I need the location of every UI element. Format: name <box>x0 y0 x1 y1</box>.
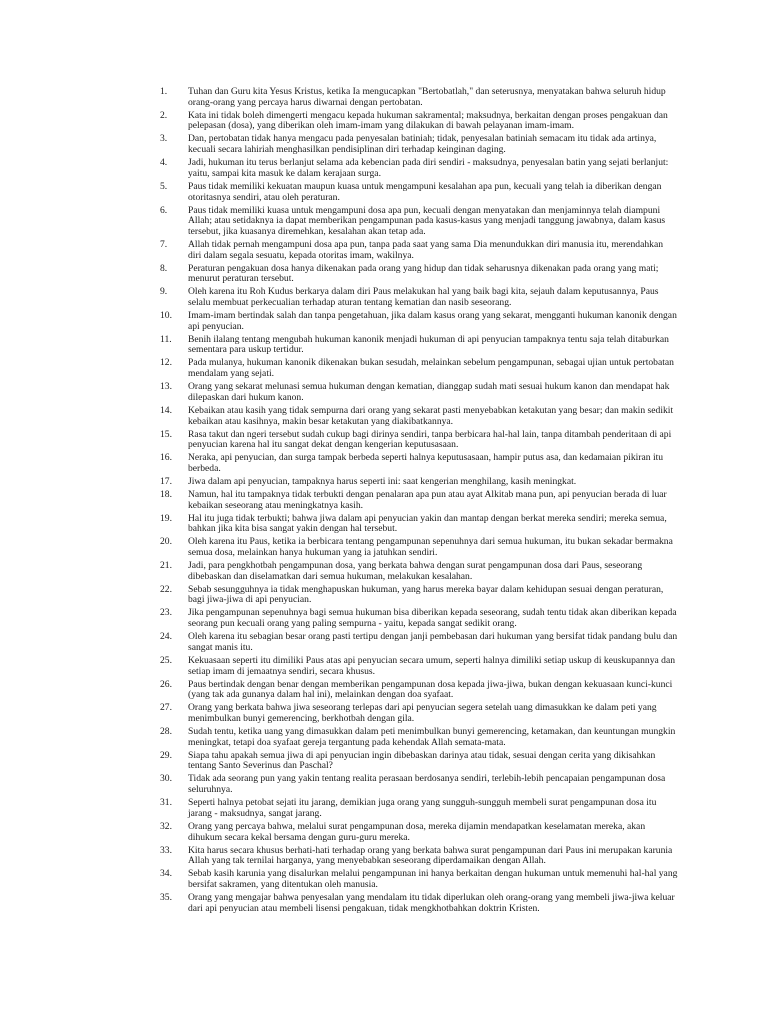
item-text: Pada mulanya, hukuman kanonik dikenakan bukan sesudah, melainkan sebelum pengampunan, sebagai ujian untuk pertobatan mendalam yang sejati. <box>188 357 674 380</box>
item-text: Jiwa dalam api penyucian, tampaknya harus seperti ini: saat kengerian menghilang, kasih meningkat. <box>188 475 577 487</box>
list-item <box>160 206 678 238</box>
list-item <box>160 87 678 108</box>
list-item <box>160 134 678 155</box>
list-item <box>160 774 678 795</box>
item-number: 17. <box>160 475 172 487</box>
item-number: 12. <box>160 357 172 369</box>
item-text: Oleh karena itu sebagian besar orang pasti tertipu dengan janji pembebasan dari hukuman yang bersifat tidak pandang bulu dan sangat manis itu. <box>188 631 678 653</box>
item-text: Kata ini tidak boleh dimengerti mengacu kepada hukuman sakramental; maksudnya, berkaitan dengan proses pengakuan dan pelepasan (dosa), yang diberikan oleh imam-imam yang dilakukan di bawah pelayanan imam-imam. <box>188 109 668 132</box>
item-number: 29. <box>160 749 172 761</box>
item-number: 26. <box>160 678 172 690</box>
list-item <box>160 798 678 819</box>
item-text: Allah tidak pernah mengampuni dosa apa pun, tanpa pada saat yang sama Dia menundukkan diri manusia itu, merendahkan diri dalam segala sesuatu, kepada otoritas imam, wakilnya. <box>188 238 664 261</box>
item-number: 10. <box>160 310 172 322</box>
item-number: 8. <box>160 262 168 274</box>
list-item <box>160 453 678 474</box>
item-number: 14. <box>160 404 172 416</box>
item-text: Jadi, para pengkhotbah pengampunan dosa, yang berkata bahwa dengan surat pengampunan dosa dari Paus, seseorang dibebaskan dan diselamatkan dari semua hukuman, melakukan kesalahan. <box>188 560 643 582</box>
item-text: Neraka, api penyucian, dan surga tampak berbeda seperti halnya keputusasaan, hampir putus asa, dan kedamaian pikiran itu berbeda. <box>188 452 664 474</box>
list-item <box>160 358 678 379</box>
list-item <box>160 680 678 701</box>
list-item <box>160 561 678 582</box>
list-item <box>160 430 678 451</box>
item-text: Sebab kasih karunia yang disalurkan melalui pengampunan ini hanya berkaitan dengan hukuman untuk memenuhi hal-hal yang bersifat sakramen, yang ditentukan oleh manusia. <box>188 868 678 890</box>
list-item <box>160 514 678 535</box>
item-text: Orang yang mengajar bahwa penyesalan yang mendalam itu tidak diperlukan oleh orang-orang yang membeli jiwa-jiwa keluar dari api penyucian atau membeli lisensi pengakuan, tidak mengkhotbahkan doktrin Kristen. <box>188 891 675 914</box>
item-text: Sudah tentu, ketika uang yang dimasukkan dalam peti menimbulkan bunyi gemerencing, ketamakan, dan keuntungan mungkin meningkat, tetapi doa syafaat gereja tergantung pada kehendak Allah semata-mata. <box>188 725 676 748</box>
item-text: Oleh karena itu Roh Kudus berkarya dalam diri Paus melakukan hal yang baik bagi kita, sejauh dalam keputusannya, Paus selalu membuat perkecualian terhadap aturan tentang kematian dan nasib seseorang. <box>188 286 659 309</box>
item-text: Jika pengampunan sepenuhnya bagi semua hukuman bisa diberikan kepada seseorang, sudah tentu tidak akan diberikan kepada seorang pun kecuali orang yang paling sempurna - yaitu, kepada sangat sedikit orang. <box>188 607 677 630</box>
list-item <box>160 893 678 914</box>
item-text: Benih ilalang tentang mengubah hukuman kanonik menjadi hukuman di api penyucian tampaknya tentu saja telah ditaburkan sementara para uskup tertidur. <box>188 333 669 356</box>
list-item <box>160 585 678 606</box>
list-item <box>160 240 678 261</box>
item-number: 16. <box>160 452 172 464</box>
item-text: Tidak ada seorang pun yang yakin tentang realita perasaan berdosanya sendiri, terlebih-lebih pencapaian pengampunan dosa seluruhnya. <box>188 773 666 796</box>
item-number: 22. <box>160 583 172 595</box>
item-number: 6. <box>160 204 168 216</box>
item-number: 23. <box>160 607 172 619</box>
item-number: 33. <box>160 844 172 856</box>
item-text: Sebab sesungguhnya ia tidak menghapuskan hukuman, yang harus mereka bayar dalam kehidupan sesuai dengan peraturan, bagi jiwa-jiwa di api penyucian. <box>188 583 664 606</box>
item-text: Paus tidak memiliki kekuatan maupun kuasa untuk mengampuni kesalahan apa pun, kecuali yang telah ia diberikan dengan otoritasnya sendiri, atau oleh peraturan. <box>188 180 662 203</box>
list-item <box>160 703 678 724</box>
list-item <box>160 656 678 677</box>
list-item <box>160 182 678 203</box>
item-number: 30. <box>160 773 172 785</box>
list-item <box>160 158 678 179</box>
list-item <box>160 490 678 511</box>
item-number: 18. <box>160 488 172 500</box>
item-text: Orang yang percaya bahwa, melalui surat pengampunan dosa, mereka dijamin mendapatkan keselamatan mereka, akan dihukum secara kekal bersama dengan guru-guru mereka. <box>188 820 646 843</box>
item-text: Peraturan pengakuan dosa hanya dikenakan pada orang yang hidup dan tidak seharusnya dikenakan pada orang yang mati; menurut peraturan tersebut. <box>188 262 659 285</box>
item-text: Tuhan dan Guru kita Yesus Kristus, ketika Ia mengucapkan "Bertobatlah," dan seterusnya, menyatakan bahwa seluruh hidup orang-orang yang percaya harus diwarnai dengan pertobatan. <box>188 86 666 108</box>
list-item <box>160 727 678 748</box>
item-number: 28. <box>160 725 172 737</box>
item-text: Namun, hal itu tampaknya tidak terbukti dengan penalaran apa pun atau ayat Alkitab mana pun, api penyucian berada di luar kebaikan seseorang atau meningkatnya kasih. <box>188 488 667 511</box>
item-number: 11. <box>160 333 172 345</box>
item-number: 15. <box>160 428 172 440</box>
item-number: 3. <box>160 133 168 145</box>
item-number: 19. <box>160 512 172 524</box>
item-text: Hal itu juga tidak terbukti; bahwa jiwa dalam api penyucian yakin dan mantap dengan berkat mereka sendiri; mereka semua, bahkan jika kita bisa sangat yakin dengan hal tersebut. <box>188 512 667 535</box>
item-number: 31. <box>160 797 172 809</box>
item-text: Paus bertindak dengan benar dengan memberikan pengampunan dosa kepada jiwa-jiwa, bukan dengan kekuasaan kunci-kunci (yang tak ada gunanya dalam hal ini), melainkan dengan doa syafaat. <box>188 678 673 701</box>
item-number: 21. <box>160 560 172 572</box>
list-item <box>160 822 678 843</box>
list-item <box>160 264 678 285</box>
item-text: Kita harus secara khusus berhati-hati terhadap orang yang berkata bahwa surat pengampunan dari Paus ini merupakan karunia Allah yang tak ternilai harganya, yang menyebabkan seseorang diperdamaikan dengan Allah. <box>188 844 673 867</box>
item-text: Rasa takut dan ngeri tersebut sudah cukup bagi dirinya sendiri, tanpa berbicara hal-hal lain, tanpa ditambah penderitaan di api penyucian karena hal itu sangat dekat dengan kengerian keputusasaan. <box>188 428 672 451</box>
item-text: Seperti halnya petobat sejati itu jarang, demikian juga orang yang sungguh-sungguh membeli surat pengampunan dosa itu jarang - maksudnya, sangat jarang. <box>188 797 657 819</box>
list-item <box>160 111 678 132</box>
item-text: Orang yang sekarat melunasi semua hukuman dengan kematian, dianggap sudah mati sesuai hukum kanon dan mendapat hak dilepaskan dari hukum kanon. <box>188 381 670 403</box>
item-text: Siapa tahu apakah semua jiwa di api penyucian ingin dibebaskan darinya atau tidak, sesuai dengan cerita yang dikisahkan tentang Santo Severinus dan Paschal? <box>188 749 656 772</box>
item-number: 27. <box>160 702 172 714</box>
item-text: Kebaikan atau kasih yang tidak sempurna dari orang yang sekarat pasti menyebabkan ketakutan yang besar; dan makin sedikit kebaikan atau kasihnya, makin besar ketakutan yang diakibatkannya. <box>188 404 674 427</box>
item-number: 32. <box>160 820 172 832</box>
numbered-list <box>160 87 678 917</box>
list-item <box>160 632 678 653</box>
item-number: 2. <box>160 109 168 121</box>
list-item <box>160 608 678 629</box>
list-item <box>160 335 678 356</box>
list-item <box>160 287 678 308</box>
item-number: 25. <box>160 654 172 666</box>
list-item <box>160 751 678 772</box>
item-number: 4. <box>160 157 168 169</box>
item-text: Jadi, hukuman itu terus berlanjut selama ada kebencian pada diri sendiri - maksudnya, penyesalan batin yang sejati berlanjut: yaitu, sampai kita masuk ke dalam kerajaan surga. <box>188 157 669 179</box>
item-number: 7. <box>160 238 168 250</box>
list-item <box>160 537 678 558</box>
item-number: 24. <box>160 631 172 643</box>
item-number: 5. <box>160 180 168 192</box>
list-item <box>160 311 678 332</box>
item-number: 13. <box>160 381 172 393</box>
list-item <box>160 846 678 867</box>
item-number: 9. <box>160 286 168 298</box>
item-text: Dan, pertobatan tidak hanya mengacu pada penyesalan batiniah; tidak, penyesalan batiniah semacam itu tidak ada artinya, kecuali secara lahiriah menghasilkan pendisiplinan diri terhadap keinginan daging. <box>188 133 657 156</box>
item-text: Paus tidak memiliki kuasa untuk mengampuni dosa apa pun, kecuali dengan menyatakan dan menjaminnya telah diampuni Allah; atau setidaknya ia dapat memberikan pengampunan pada kasus-kasus yang menjadi tanggung jawabnya, dalam kasus tersebut, jika kuasanya diremehkan, kesalahan akan tetap ada. <box>188 204 666 237</box>
item-text: Oleh karena itu Paus, ketika ia berbicara tentang pengampunan sepenuhnya dari semua hukuman, itu bukan sekadar bermakna semua dosa, melainkan hanya hukuman yang ia jatuhkan sendiri. <box>188 536 673 559</box>
list-item <box>160 477 678 488</box>
list-item <box>160 406 678 427</box>
item-text: Kekuasaan seperti itu dimiliki Paus atas api penyucian secara umum, seperti halnya dimiliki setiap uskup di keuskupannya dan setiap imam di jemaatnya sendiri, secara khusus. <box>188 654 676 677</box>
item-number: 35. <box>160 891 172 903</box>
item-number: 34. <box>160 868 172 880</box>
list-item <box>160 869 678 890</box>
list-item <box>160 382 678 403</box>
item-text: Orang yang berkata bahwa jiwa seseorang terlepas dari api penyucian segera setelah uang dimasukkan ke dalam peti yang menimbulkan bunyi gemerencing, berkhotbah dengan gila. <box>188 702 657 724</box>
item-number: 20. <box>160 536 172 548</box>
item-text: Imam-imam bertindak salah dan tanpa pengetahuan, jika dalam kasus orang yang sekarat, mengganti hukuman kanonik dengan api penyucian. <box>188 310 677 332</box>
item-number: 1. <box>160 86 168 97</box>
